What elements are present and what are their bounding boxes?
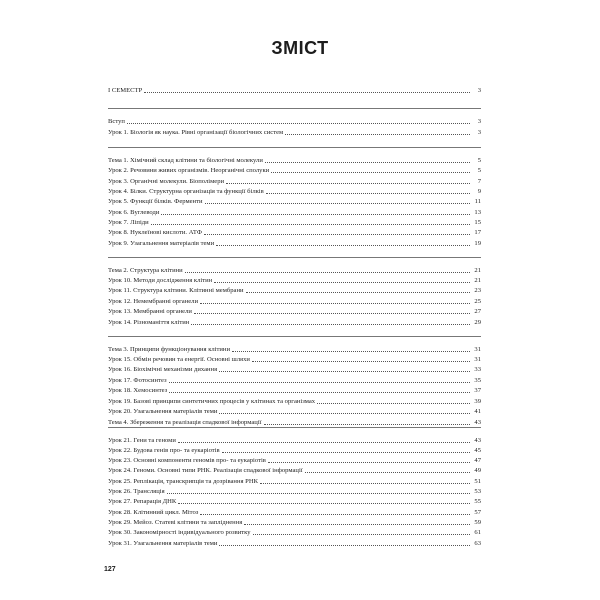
toc-entry-label: Урок 7. Ліпіди xyxy=(108,219,149,226)
toc-entry[interactable] xyxy=(108,365,481,374)
dot-leader xyxy=(151,224,470,225)
toc-entry-page: 45 xyxy=(474,447,481,454)
toc-entry[interactable] xyxy=(108,446,481,455)
toc-entry-page: 35 xyxy=(474,377,481,384)
toc-entry-label: Урок 22. Будова генів про- та еукаріотів xyxy=(108,447,220,454)
page-title: ЗМІСТ xyxy=(271,38,329,58)
toc-entry-label: Урок 2. Речовини живих організмів. Неорганічні сполуки xyxy=(108,167,270,174)
toc-entry-page: 23 xyxy=(474,287,481,294)
toc-entry-page: 59 xyxy=(474,519,481,526)
toc-entry[interactable] xyxy=(108,466,481,475)
toc-entry[interactable] xyxy=(108,218,481,227)
toc-entry[interactable] xyxy=(108,518,481,527)
dot-leader xyxy=(305,472,470,473)
toc-entry-label: Урок 17. Фотосинтез xyxy=(108,377,167,384)
toc-entry-page: 49 xyxy=(474,467,481,474)
toc-entry[interactable] xyxy=(108,528,481,537)
toc-entry-label: Урок 12. Немембранні органели xyxy=(108,298,199,305)
dot-leader xyxy=(317,403,470,404)
toc-entry-label: Урок 6. Вуглеводи xyxy=(108,209,160,216)
toc-entry[interactable] xyxy=(108,187,481,196)
dot-leader xyxy=(219,545,470,546)
toc-entry-page: 63 xyxy=(474,540,481,547)
toc-entry[interactable] xyxy=(108,407,481,416)
toc-entry-label: Урок 8. Нуклеїнові кислоти. АТФ xyxy=(108,229,202,236)
dot-leader xyxy=(204,234,470,235)
toc-entry-label: Урок 27. Репарація ДНК xyxy=(108,498,177,505)
section-divider xyxy=(108,257,481,258)
dot-leader xyxy=(268,462,470,463)
page-number: 127 xyxy=(104,566,116,573)
toc-entry-page: 25 xyxy=(474,298,481,305)
toc-entry-page: 29 xyxy=(474,319,481,326)
toc-entry-label: Урок 20. Узагальнення матеріалів теми xyxy=(108,408,218,415)
toc-entry-page: 15 xyxy=(474,219,481,226)
dot-leader xyxy=(144,92,470,93)
toc-entry-label: Тема 2. Структура клітини xyxy=(108,267,183,274)
toc-entry-label: Урок 19. Базові принципи синтетичних процесів у клітинах та організмах xyxy=(108,398,316,405)
toc-entry-page: 55 xyxy=(474,498,481,505)
toc-entry[interactable] xyxy=(108,228,481,237)
toc-entry-label: Урок 25. Реплікація, транскрипція та дозрівання РНК xyxy=(108,478,258,485)
toc-entry-label: Урок 10. Методи дослідження клітин xyxy=(108,277,213,284)
dot-leader xyxy=(219,413,470,414)
toc-entry[interactable] xyxy=(108,477,481,486)
toc-entry-page: 7 xyxy=(477,178,481,185)
toc-entry-label: Урок 29. Мейоз. Статеві клітини та запліднення xyxy=(108,519,243,526)
toc-entry-label: І СЕМЕСТР xyxy=(108,87,143,94)
dot-leader xyxy=(253,534,470,535)
dot-leader xyxy=(271,172,470,173)
toc-entry-page: 9 xyxy=(477,188,481,195)
toc-entry[interactable] xyxy=(108,266,481,275)
toc-entry-page: 13 xyxy=(474,209,481,216)
toc-entry-label: Урок 4. Білки. Структурна організація та функції білків xyxy=(108,188,264,195)
section-divider xyxy=(108,147,481,148)
dot-leader xyxy=(127,123,470,124)
toc-entry-page: 41 xyxy=(474,408,481,415)
dot-leader xyxy=(169,392,470,393)
toc-entry-page: 47 xyxy=(474,457,481,464)
dot-leader xyxy=(216,245,470,246)
toc-entry-page: 43 xyxy=(474,437,481,444)
toc-entry[interactable] xyxy=(108,355,481,364)
dot-leader xyxy=(161,214,470,215)
dot-leader xyxy=(167,493,470,494)
toc-entry[interactable] xyxy=(108,276,481,285)
toc-entry-label: Урок 15. Обмін речовин та енергії. Основні шляхи xyxy=(108,356,250,363)
toc-entry-page: 3 xyxy=(477,87,481,94)
toc-entry[interactable] xyxy=(108,386,481,395)
dot-leader xyxy=(226,183,470,184)
toc-entry-label: Урок 11. Структура клітини. Клітинні мембрани xyxy=(108,287,244,294)
toc-entry-label: Урок 18. Хемосинтез xyxy=(108,387,168,394)
toc-entry-label: Тема 4. Збереження та реалізація спадкової інформації xyxy=(108,419,262,426)
dot-leader xyxy=(264,424,471,425)
toc-entry[interactable] xyxy=(108,239,481,248)
toc-entry-page: 3 xyxy=(477,129,481,136)
toc-entry-label: Урок 14. Різноманіття клітин xyxy=(108,319,190,326)
toc-entry[interactable] xyxy=(108,539,481,548)
toc-entry[interactable] xyxy=(108,318,481,327)
toc-entry[interactable] xyxy=(108,418,481,427)
toc-entry[interactable] xyxy=(108,156,481,165)
toc-entry-page: 43 xyxy=(474,419,481,426)
toc-entry[interactable] xyxy=(108,345,481,354)
toc-entry-label: Урок 23. Основні компоненти геномів про- та еукаріотів xyxy=(108,457,266,464)
toc-entry-label: Урок 1. Біологія як наука. Рівні організації біологічних систем xyxy=(108,129,284,136)
dot-leader xyxy=(178,442,470,443)
dot-leader xyxy=(194,313,470,314)
toc-entry-label: Урок 5. Функції білків. Ферменти xyxy=(108,198,203,205)
toc-entry-page: 51 xyxy=(474,478,481,485)
toc-entry[interactable] xyxy=(108,166,481,175)
toc-entry[interactable] xyxy=(108,208,481,217)
toc-entry-label: Урок 21. Гени та геноми xyxy=(108,437,176,444)
toc-entry-page: 33 xyxy=(474,366,481,373)
toc-entry-page: 19 xyxy=(474,240,481,247)
dot-leader xyxy=(169,382,470,383)
toc-entry-page: 5 xyxy=(477,157,481,164)
dot-leader xyxy=(266,193,470,194)
toc-entry-page: 5 xyxy=(477,167,481,174)
toc-entry[interactable] xyxy=(108,376,481,385)
toc-entry[interactable] xyxy=(108,297,481,306)
toc-entry-label: Вступ xyxy=(108,118,125,125)
toc-entry[interactable] xyxy=(108,508,481,517)
toc-entry-label: Тема 1. Хімічний склад клітини та біологічні молекули xyxy=(108,157,263,164)
toc-entry[interactable] xyxy=(108,197,481,206)
section-divider xyxy=(108,336,481,337)
section-divider xyxy=(108,108,481,109)
dot-leader xyxy=(244,524,470,525)
toc-entry-page: 61 xyxy=(474,529,481,536)
toc-entry-page: 57 xyxy=(474,509,481,516)
toc-entry-page: 31 xyxy=(474,346,481,353)
toc-entry-label: Тема 3. Принципи функціонування клітини xyxy=(108,346,230,353)
toc-entry[interactable] xyxy=(108,307,481,316)
toc-entry-label: Урок 13. Мембранні органели xyxy=(108,308,192,315)
dot-leader xyxy=(200,303,470,304)
dot-leader xyxy=(185,272,470,273)
dot-leader xyxy=(178,503,470,504)
toc-entry-page: 21 xyxy=(474,277,481,284)
toc-entry[interactable] xyxy=(108,456,481,465)
dot-leader xyxy=(200,514,470,515)
toc-entry[interactable] xyxy=(108,177,481,186)
toc-entry[interactable] xyxy=(108,497,481,506)
toc-entry-page: 31 xyxy=(474,356,481,363)
dot-leader xyxy=(252,361,470,362)
toc-entry-label: Урок 30. Закономірності індивідуального розвитку xyxy=(108,529,251,536)
dot-leader xyxy=(191,324,470,325)
dot-leader xyxy=(265,162,470,163)
toc-entry-page: 17 xyxy=(474,229,481,236)
section-divider xyxy=(108,427,481,428)
toc-entry[interactable] xyxy=(108,487,481,496)
toc-entry-label: Урок 28. Клітинний цикл. Мітоз xyxy=(108,509,199,516)
toc-entry[interactable] xyxy=(108,436,481,445)
toc-entry-page: 37 xyxy=(474,387,481,394)
dot-leader xyxy=(219,371,470,372)
toc-entry-page: 11 xyxy=(474,198,481,205)
toc-entry[interactable] xyxy=(108,397,481,406)
dot-leader xyxy=(214,282,470,283)
toc-entry-label: Урок 3. Органічні молекули. Біополімери xyxy=(108,178,225,185)
toc-entry-page: 21 xyxy=(474,267,481,274)
dot-leader xyxy=(205,203,470,204)
toc-entry[interactable] xyxy=(108,117,481,126)
toc-entry-page: 39 xyxy=(474,398,481,405)
toc-entry-page: 27 xyxy=(474,308,481,315)
toc-entry-page: 53 xyxy=(474,488,481,495)
toc-entry[interactable] xyxy=(108,86,481,95)
toc-entry[interactable] xyxy=(108,286,481,295)
toc-entry-label: Урок 24. Геноми. Основні типи РНК. Реалізація спадкової інформації xyxy=(108,467,303,474)
dot-leader xyxy=(232,351,470,352)
toc-entry-page: 3 xyxy=(477,118,481,125)
toc-entry[interactable] xyxy=(108,128,481,137)
toc-entry-label: Урок 9. Узагальнення матеріалів теми xyxy=(108,240,215,247)
toc-entry-label: Урок 16. Біохімічні механізми дихання xyxy=(108,366,218,373)
dot-leader xyxy=(222,452,470,453)
dot-leader xyxy=(260,483,470,484)
dot-leader xyxy=(285,134,470,135)
toc-entry-label: Урок 31. Узагальнення матеріалів теми xyxy=(108,540,218,547)
dot-leader xyxy=(246,292,470,293)
toc-entry-label: Урок 26. Трансляція xyxy=(108,488,165,495)
